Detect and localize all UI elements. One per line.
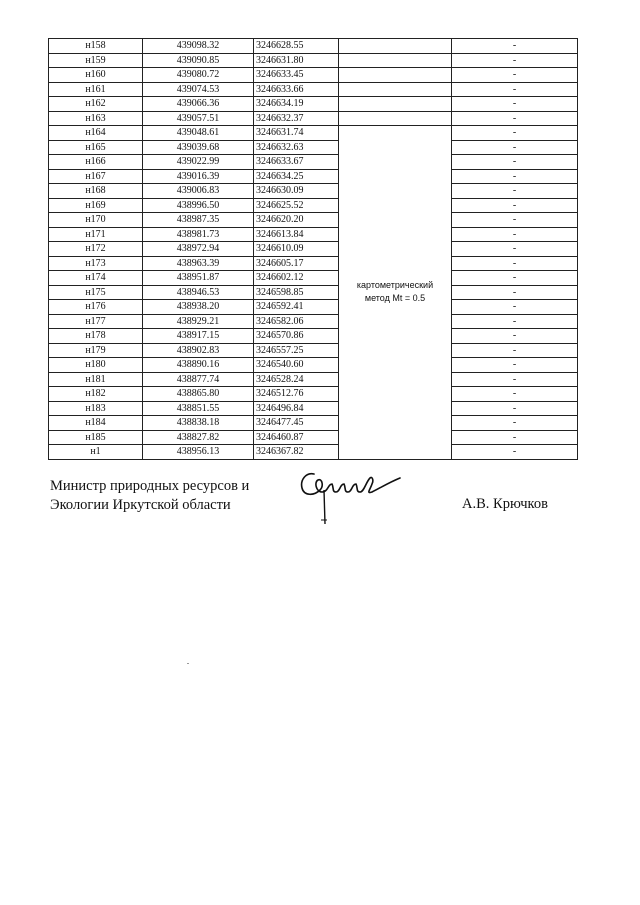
description-cell: - <box>452 358 578 373</box>
y-coordinate-cell: 3246620.20 <box>254 213 339 228</box>
description-cell: - <box>452 39 578 54</box>
description-cell: - <box>452 213 578 228</box>
point-id-cell: н177 <box>49 314 143 329</box>
x-coordinate-cell: 439066.36 <box>143 97 254 112</box>
y-coordinate-cell: 3246528.24 <box>254 372 339 387</box>
table-row <box>49 430 578 445</box>
description-cell: - <box>452 372 578 387</box>
y-coordinate-cell: 3246592.41 <box>254 300 339 315</box>
table-row <box>49 82 578 97</box>
description-cell: - <box>452 184 578 199</box>
description-cell: - <box>452 430 578 445</box>
x-coordinate-cell: 439098.32 <box>143 39 254 54</box>
point-id-cell: н163 <box>49 111 143 126</box>
point-id-cell: н176 <box>49 300 143 315</box>
table-row <box>49 329 578 344</box>
point-id-cell: н180 <box>49 358 143 373</box>
x-coordinate-cell: 438851.55 <box>143 401 254 416</box>
x-coordinate-cell: 438996.50 <box>143 198 254 213</box>
x-coordinate-cell: 439074.53 <box>143 82 254 97</box>
description-cell: - <box>452 271 578 286</box>
y-coordinate-cell: 3246628.55 <box>254 39 339 54</box>
x-coordinate-cell: 438917.15 <box>143 329 254 344</box>
table-row <box>49 184 578 199</box>
point-id-cell: н172 <box>49 242 143 257</box>
x-coordinate-cell: 438956.13 <box>143 445 254 460</box>
y-coordinate-cell: 3246632.63 <box>254 140 339 155</box>
description-cell: - <box>452 169 578 184</box>
point-id-cell: н181 <box>49 372 143 387</box>
method-cell <box>339 68 452 83</box>
table-row <box>49 39 578 54</box>
method-cell <box>339 126 452 460</box>
point-id-cell: н170 <box>49 213 143 228</box>
y-coordinate-cell: 3246633.67 <box>254 155 339 170</box>
x-coordinate-cell: 438951.87 <box>143 271 254 286</box>
x-coordinate-cell: 438902.83 <box>143 343 254 358</box>
point-id-cell: н168 <box>49 184 143 199</box>
description-cell: - <box>452 68 578 83</box>
point-id-cell: н165 <box>49 140 143 155</box>
description-cell: - <box>452 329 578 344</box>
point-id-cell: н173 <box>49 256 143 271</box>
point-id-cell: н183 <box>49 401 143 416</box>
y-coordinate-cell: 3246613.84 <box>254 227 339 242</box>
table-row <box>49 314 578 329</box>
y-coordinate-cell: 3246634.19 <box>254 97 339 112</box>
x-coordinate-cell: 439057.51 <box>143 111 254 126</box>
point-id-cell: н178 <box>49 329 143 344</box>
y-coordinate-cell: 3246602.12 <box>254 271 339 286</box>
x-coordinate-cell: 438972.94 <box>143 242 254 257</box>
y-coordinate-cell: 3246634.25 <box>254 169 339 184</box>
table-row <box>49 401 578 416</box>
x-coordinate-cell: 438890.16 <box>143 358 254 373</box>
y-coordinate-cell: 3246496.84 <box>254 401 339 416</box>
y-coordinate-cell: 3246633.66 <box>254 82 339 97</box>
x-coordinate-cell: 438946.53 <box>143 285 254 300</box>
method-line-2: метод Mt = 0.5 <box>364 293 426 304</box>
handwritten-signature <box>292 462 412 537</box>
description-cell: - <box>452 97 578 112</box>
point-id-cell: н167 <box>49 169 143 184</box>
y-coordinate-cell: 3246477.45 <box>254 416 339 431</box>
description-cell: - <box>452 387 578 402</box>
description-cell: - <box>452 242 578 257</box>
table-row <box>49 155 578 170</box>
x-coordinate-cell: 439006.83 <box>143 184 254 199</box>
y-coordinate-cell: 3246631.80 <box>254 53 339 68</box>
signatory-title <box>50 477 249 515</box>
point-id-cell: н169 <box>49 198 143 213</box>
description-cell: - <box>452 155 578 170</box>
point-id-cell: н175 <box>49 285 143 300</box>
point-id-cell: н1 <box>49 445 143 460</box>
description-cell: - <box>452 285 578 300</box>
method-cell <box>339 53 452 68</box>
y-coordinate-cell: 3246633.45 <box>254 68 339 83</box>
scan-speck <box>187 663 189 664</box>
table-row <box>49 111 578 126</box>
y-coordinate-cell: 3246631.74 <box>254 126 339 141</box>
table-row <box>49 242 578 257</box>
x-coordinate-cell: 438963.39 <box>143 256 254 271</box>
description-cell: - <box>452 82 578 97</box>
x-coordinate-cell: 438938.20 <box>143 300 254 315</box>
description-cell: - <box>452 198 578 213</box>
description-cell: - <box>452 314 578 329</box>
x-coordinate-cell: 439048.61 <box>143 126 254 141</box>
y-coordinate-cell: 3246630.09 <box>254 184 339 199</box>
table-row <box>49 68 578 83</box>
point-id-cell: н174 <box>49 271 143 286</box>
table-row <box>49 140 578 155</box>
signatory-title-line-1: Министр природных ресурсов и <box>50 478 250 494</box>
description-cell: - <box>452 140 578 155</box>
point-id-cell: н160 <box>49 68 143 83</box>
description-cell: - <box>452 401 578 416</box>
point-id-cell: н166 <box>49 155 143 170</box>
x-coordinate-cell: 439022.99 <box>143 155 254 170</box>
table-row <box>49 213 578 228</box>
point-id-cell: н161 <box>49 82 143 97</box>
table-row <box>49 372 578 387</box>
x-coordinate-cell: 438877.74 <box>143 372 254 387</box>
x-coordinate-cell: 438827.82 <box>143 430 254 445</box>
method-line-1: картометрический <box>356 280 434 291</box>
y-coordinate-cell: 3246632.37 <box>254 111 339 126</box>
table-row <box>49 169 578 184</box>
y-coordinate-cell: 3246570.86 <box>254 329 339 344</box>
x-coordinate-cell: 438929.21 <box>143 314 254 329</box>
y-coordinate-cell: 3246605.17 <box>254 256 339 271</box>
point-id-cell: н164 <box>49 126 143 141</box>
table-row <box>49 416 578 431</box>
point-id-cell: н162 <box>49 97 143 112</box>
table-row <box>49 97 578 112</box>
coordinates-table-body <box>49 39 578 460</box>
description-cell: - <box>452 111 578 126</box>
table-row <box>49 126 578 141</box>
table-row <box>49 300 578 315</box>
method-cell <box>339 39 452 54</box>
description-cell: - <box>452 445 578 460</box>
point-id-cell: н185 <box>49 430 143 445</box>
description-cell: - <box>452 416 578 431</box>
table-row <box>49 256 578 271</box>
description-cell: - <box>452 300 578 315</box>
method-cell <box>339 97 452 112</box>
y-coordinate-cell: 3246512.76 <box>254 387 339 402</box>
table-row <box>49 271 578 286</box>
x-coordinate-cell: 438838.18 <box>143 416 254 431</box>
x-coordinate-cell: 439080.72 <box>143 68 254 83</box>
table-row <box>49 285 578 300</box>
table-row <box>49 445 578 460</box>
y-coordinate-cell: 3246625.52 <box>254 198 339 213</box>
table-row <box>49 358 578 373</box>
description-cell: - <box>452 53 578 68</box>
x-coordinate-cell: 439090.85 <box>143 53 254 68</box>
table-row <box>49 387 578 402</box>
point-id-cell: н171 <box>49 227 143 242</box>
y-coordinate-cell: 3246367.82 <box>254 445 339 460</box>
y-coordinate-cell: 3246610.09 <box>254 242 339 257</box>
y-coordinate-cell: 3246582.06 <box>254 314 339 329</box>
x-coordinate-cell: 438981.73 <box>143 227 254 242</box>
table-row <box>49 343 578 358</box>
description-cell: - <box>452 343 578 358</box>
table-row <box>49 198 578 213</box>
point-id-cell: н159 <box>49 53 143 68</box>
point-id-cell: н182 <box>49 387 143 402</box>
x-coordinate-cell: 439039.68 <box>143 140 254 155</box>
x-coordinate-cell: 438987.35 <box>143 213 254 228</box>
description-cell: - <box>452 227 578 242</box>
signatory-name: А.В. Крючков <box>462 496 548 512</box>
description-cell: - <box>452 256 578 271</box>
y-coordinate-cell: 3246557.25 <box>254 343 339 358</box>
point-id-cell: н158 <box>49 39 143 54</box>
x-coordinate-cell: 438865.80 <box>143 387 254 402</box>
table-row <box>49 227 578 242</box>
point-id-cell: н184 <box>49 416 143 431</box>
description-cell: - <box>452 126 578 141</box>
method-cell <box>339 82 452 97</box>
y-coordinate-cell: 3246540.60 <box>254 358 339 373</box>
point-id-cell: н179 <box>49 343 143 358</box>
coordinates-table <box>48 38 578 460</box>
method-cell <box>339 111 452 126</box>
y-coordinate-cell: 3246460.87 <box>254 430 339 445</box>
y-coordinate-cell: 3246598.85 <box>254 285 339 300</box>
signatory-title-line-2: Экологии Иркутской области <box>50 497 231 513</box>
table-row <box>49 53 578 68</box>
x-coordinate-cell: 439016.39 <box>143 169 254 184</box>
